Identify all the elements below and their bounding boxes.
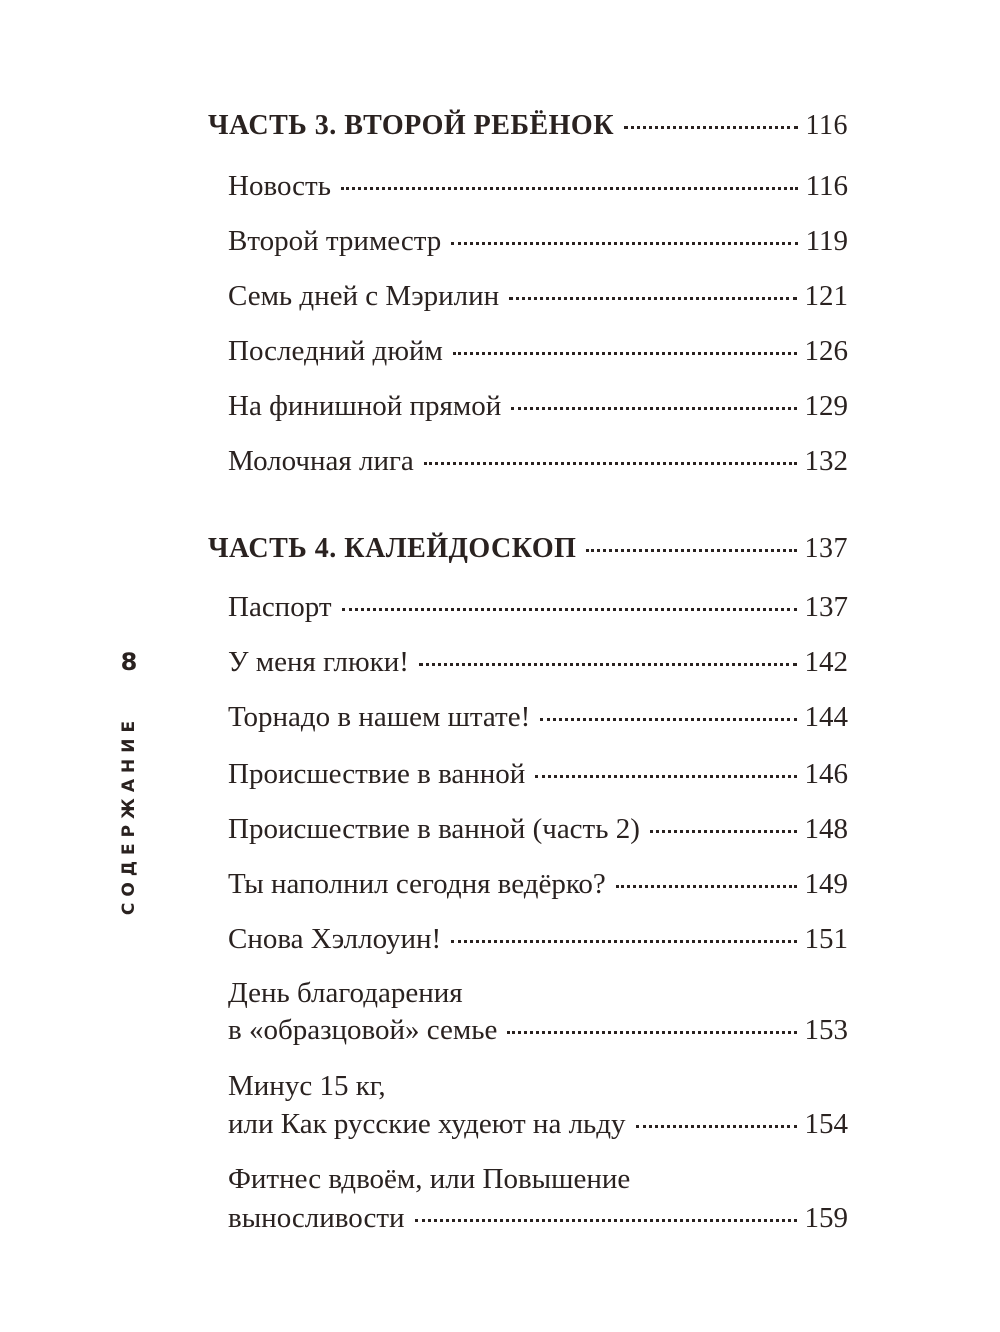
- entry-page: 149: [804, 868, 848, 900]
- entry-page: 116: [805, 170, 848, 202]
- toc-entry[interactable]: [228, 697, 848, 736]
- entry-title: Второй триместр: [228, 225, 442, 257]
- part-heading-3[interactable]: [208, 106, 848, 145]
- entry-title-line2: или Как русские худеют на льду: [228, 1108, 626, 1140]
- entry-title: У меня глюки!: [228, 646, 409, 678]
- dot-leader: [509, 276, 796, 305]
- dot-leader: [419, 642, 797, 671]
- entry-page: 148: [804, 813, 848, 845]
- toc-entry[interactable]: [228, 221, 848, 260]
- toc-entry[interactable]: [228, 331, 848, 370]
- toc-entry[interactable]: [228, 166, 848, 205]
- entry-page: 144: [804, 701, 848, 733]
- part-title: ЧАСТЬ 3. ВТОРОЙ РЕБЁНОК: [208, 110, 615, 141]
- entry-title: На финишной прямой: [228, 390, 502, 422]
- entry-page: 121: [804, 280, 848, 312]
- dot-leader: [507, 1010, 796, 1039]
- dot-leader: [586, 529, 796, 557]
- toc-entry[interactable]: [228, 754, 848, 793]
- part-page: 137: [804, 533, 848, 564]
- dot-leader: [636, 1104, 797, 1133]
- entry-page: 142: [804, 646, 848, 678]
- toc-entry[interactable]: [228, 587, 848, 626]
- entry-page: 146: [804, 758, 848, 790]
- entry-title: Молочная лига: [228, 445, 414, 477]
- entry-page: 137: [804, 591, 848, 623]
- toc-entry[interactable]: [228, 864, 848, 903]
- dot-leader: [451, 221, 797, 250]
- entry-title-line1: Минус 15 кг,: [228, 1070, 386, 1102]
- entry-title-line2: в «образцовой» семье: [228, 1014, 498, 1046]
- entry-title: Последний дюйм: [228, 335, 443, 367]
- entry-page: 153: [804, 1014, 848, 1046]
- entry-title: Ты наполнил сегодня ведёрко?: [228, 868, 606, 900]
- entry-title-line1: День благодарения: [228, 977, 463, 1009]
- dot-leader: [535, 754, 796, 783]
- toc-entry[interactable]: [228, 441, 848, 480]
- entry-title: Снова Хэллоуин!: [228, 923, 442, 955]
- dot-leader: [342, 587, 797, 616]
- toc-entry[interactable]: [228, 809, 848, 848]
- toc-entry[interactable]: [228, 1104, 848, 1143]
- entry-title: Паспорт: [228, 591, 332, 623]
- dot-leader: [540, 697, 796, 726]
- entry-page: 151: [804, 923, 848, 955]
- entry-title: Семь дней с Мэрилин: [228, 280, 500, 312]
- dot-leader: [424, 441, 797, 470]
- toc-entry[interactable]: [228, 642, 848, 681]
- entry-title: Новость: [228, 170, 331, 202]
- entry-title: Торнадо в нашем штате!: [228, 701, 531, 733]
- part-heading-4[interactable]: [208, 529, 848, 568]
- entry-title-line2: выносливости: [228, 1202, 405, 1234]
- entry-page: 132: [804, 445, 848, 477]
- entry-page: 159: [804, 1202, 848, 1234]
- toc-entry[interactable]: [228, 386, 848, 425]
- toc-entry[interactable]: [228, 1198, 848, 1237]
- entry-title: Происшествие в ванной (часть 2): [228, 813, 640, 845]
- entry-page: 126: [804, 335, 848, 367]
- dot-leader: [624, 106, 798, 134]
- part-title: ЧАСТЬ 4. КАЛЕЙДОСКОП: [208, 533, 577, 564]
- dot-leader: [511, 386, 796, 415]
- toc-entry[interactable]: [228, 1010, 848, 1049]
- entry-page: 154: [804, 1108, 848, 1140]
- entry-title: Происшествие в ванной: [228, 758, 526, 790]
- running-head: СОДЕРЖАНИЕ: [119, 714, 139, 916]
- dot-leader: [616, 864, 797, 893]
- dot-leader: [453, 331, 797, 360]
- dot-leader: [650, 809, 797, 838]
- part-page: 116: [805, 110, 848, 141]
- dot-leader: [415, 1198, 797, 1227]
- toc-entry[interactable]: [228, 919, 848, 958]
- dot-leader: [341, 166, 798, 195]
- entry-title-line1: Фитнес вдвоём, или Повышение: [228, 1163, 631, 1195]
- entry-page: 119: [805, 225, 848, 257]
- entry-page: 129: [804, 390, 848, 422]
- toc-entry[interactable]: [228, 276, 848, 315]
- page-number: 8: [120, 648, 138, 676]
- dot-leader: [451, 919, 796, 948]
